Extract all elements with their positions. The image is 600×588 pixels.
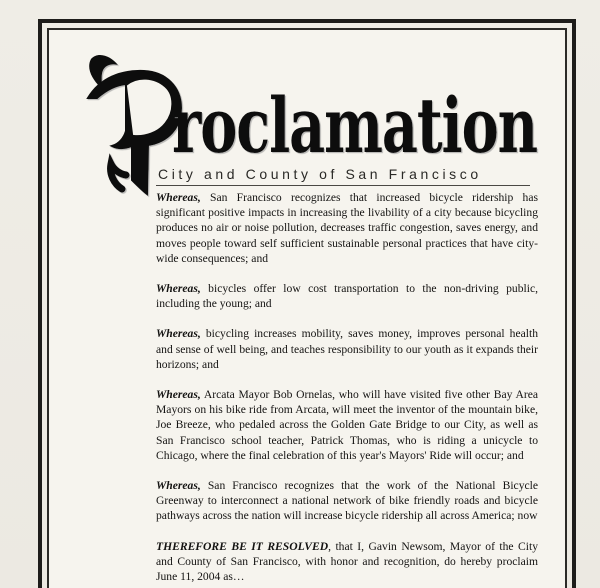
whereas-paragraph-4 [156, 387, 538, 463]
subtitle-rule [156, 185, 530, 186]
paragraph-text: bicycles offer low cost transportation to the non-driving public, including the young; and [156, 282, 538, 311]
resolution-paragraph [156, 539, 538, 585]
paragraph-lead: Whereas, [156, 388, 201, 402]
paragraph-lead: Whereas, [156, 191, 201, 204]
whereas-paragraph-1 [156, 190, 538, 266]
paragraph-text: San Francisco recognizes that increased bicycle ridership has significant positive impacts in increasing the livability of a city because bicycling produces no air or noise pollution, decreases traffic congestion, saves energy, and moves people toward self sufficient sustainable personal practices that have city-wide consequences; and [156, 191, 538, 265]
paragraph-text: bicycling increases mobility, saves money, improves personal health and sense of well being, and teaches responsibility to our youth as it expands their horizons; and [156, 327, 538, 371]
paragraph-lead: Whereas, [156, 282, 201, 296]
document-subtitle: City and County of San Francisco [158, 166, 482, 182]
paragraph-lead: THEREFORE BE IT RESOLVED [156, 539, 329, 553]
title-text: roclamation [172, 81, 538, 170]
whereas-paragraph-2 [156, 281, 538, 311]
proclamation-body [156, 190, 538, 588]
paragraph-lead: Whereas, [156, 479, 201, 493]
whereas-paragraph-3 [156, 326, 538, 372]
paragraph-lead: Whereas, [156, 327, 201, 341]
paragraph-text: Arcata Mayor Bob Ornelas, who will have visited five other Bay Area Mayors on his bike ride from Arcata, will meet the inventor of the mountain bike, Joe Breeze, who pedaled across the Golden Gate Bridge to our City, as well as San Francisco school teacher, Patrick Thomas, who is riding a unicycle to Chicago, where the final celebration of this year's Mayors' Ride will occur; and [156, 388, 538, 462]
paragraph-text: , that I, Gavin Newsom, Mayor of the City and County of San Francisco, with honor and recognition, do hereby proclaim June 11, 2004 as… [156, 539, 538, 584]
paragraph-text: San Francisco recognizes that the work of the National Bicycle Greenway to interconnect a national network of bike friendly roads and bicycle pathways across the nation will increase bicycle ridership all across America; now [156, 479, 538, 523]
whereas-paragraph-5 [156, 478, 538, 524]
